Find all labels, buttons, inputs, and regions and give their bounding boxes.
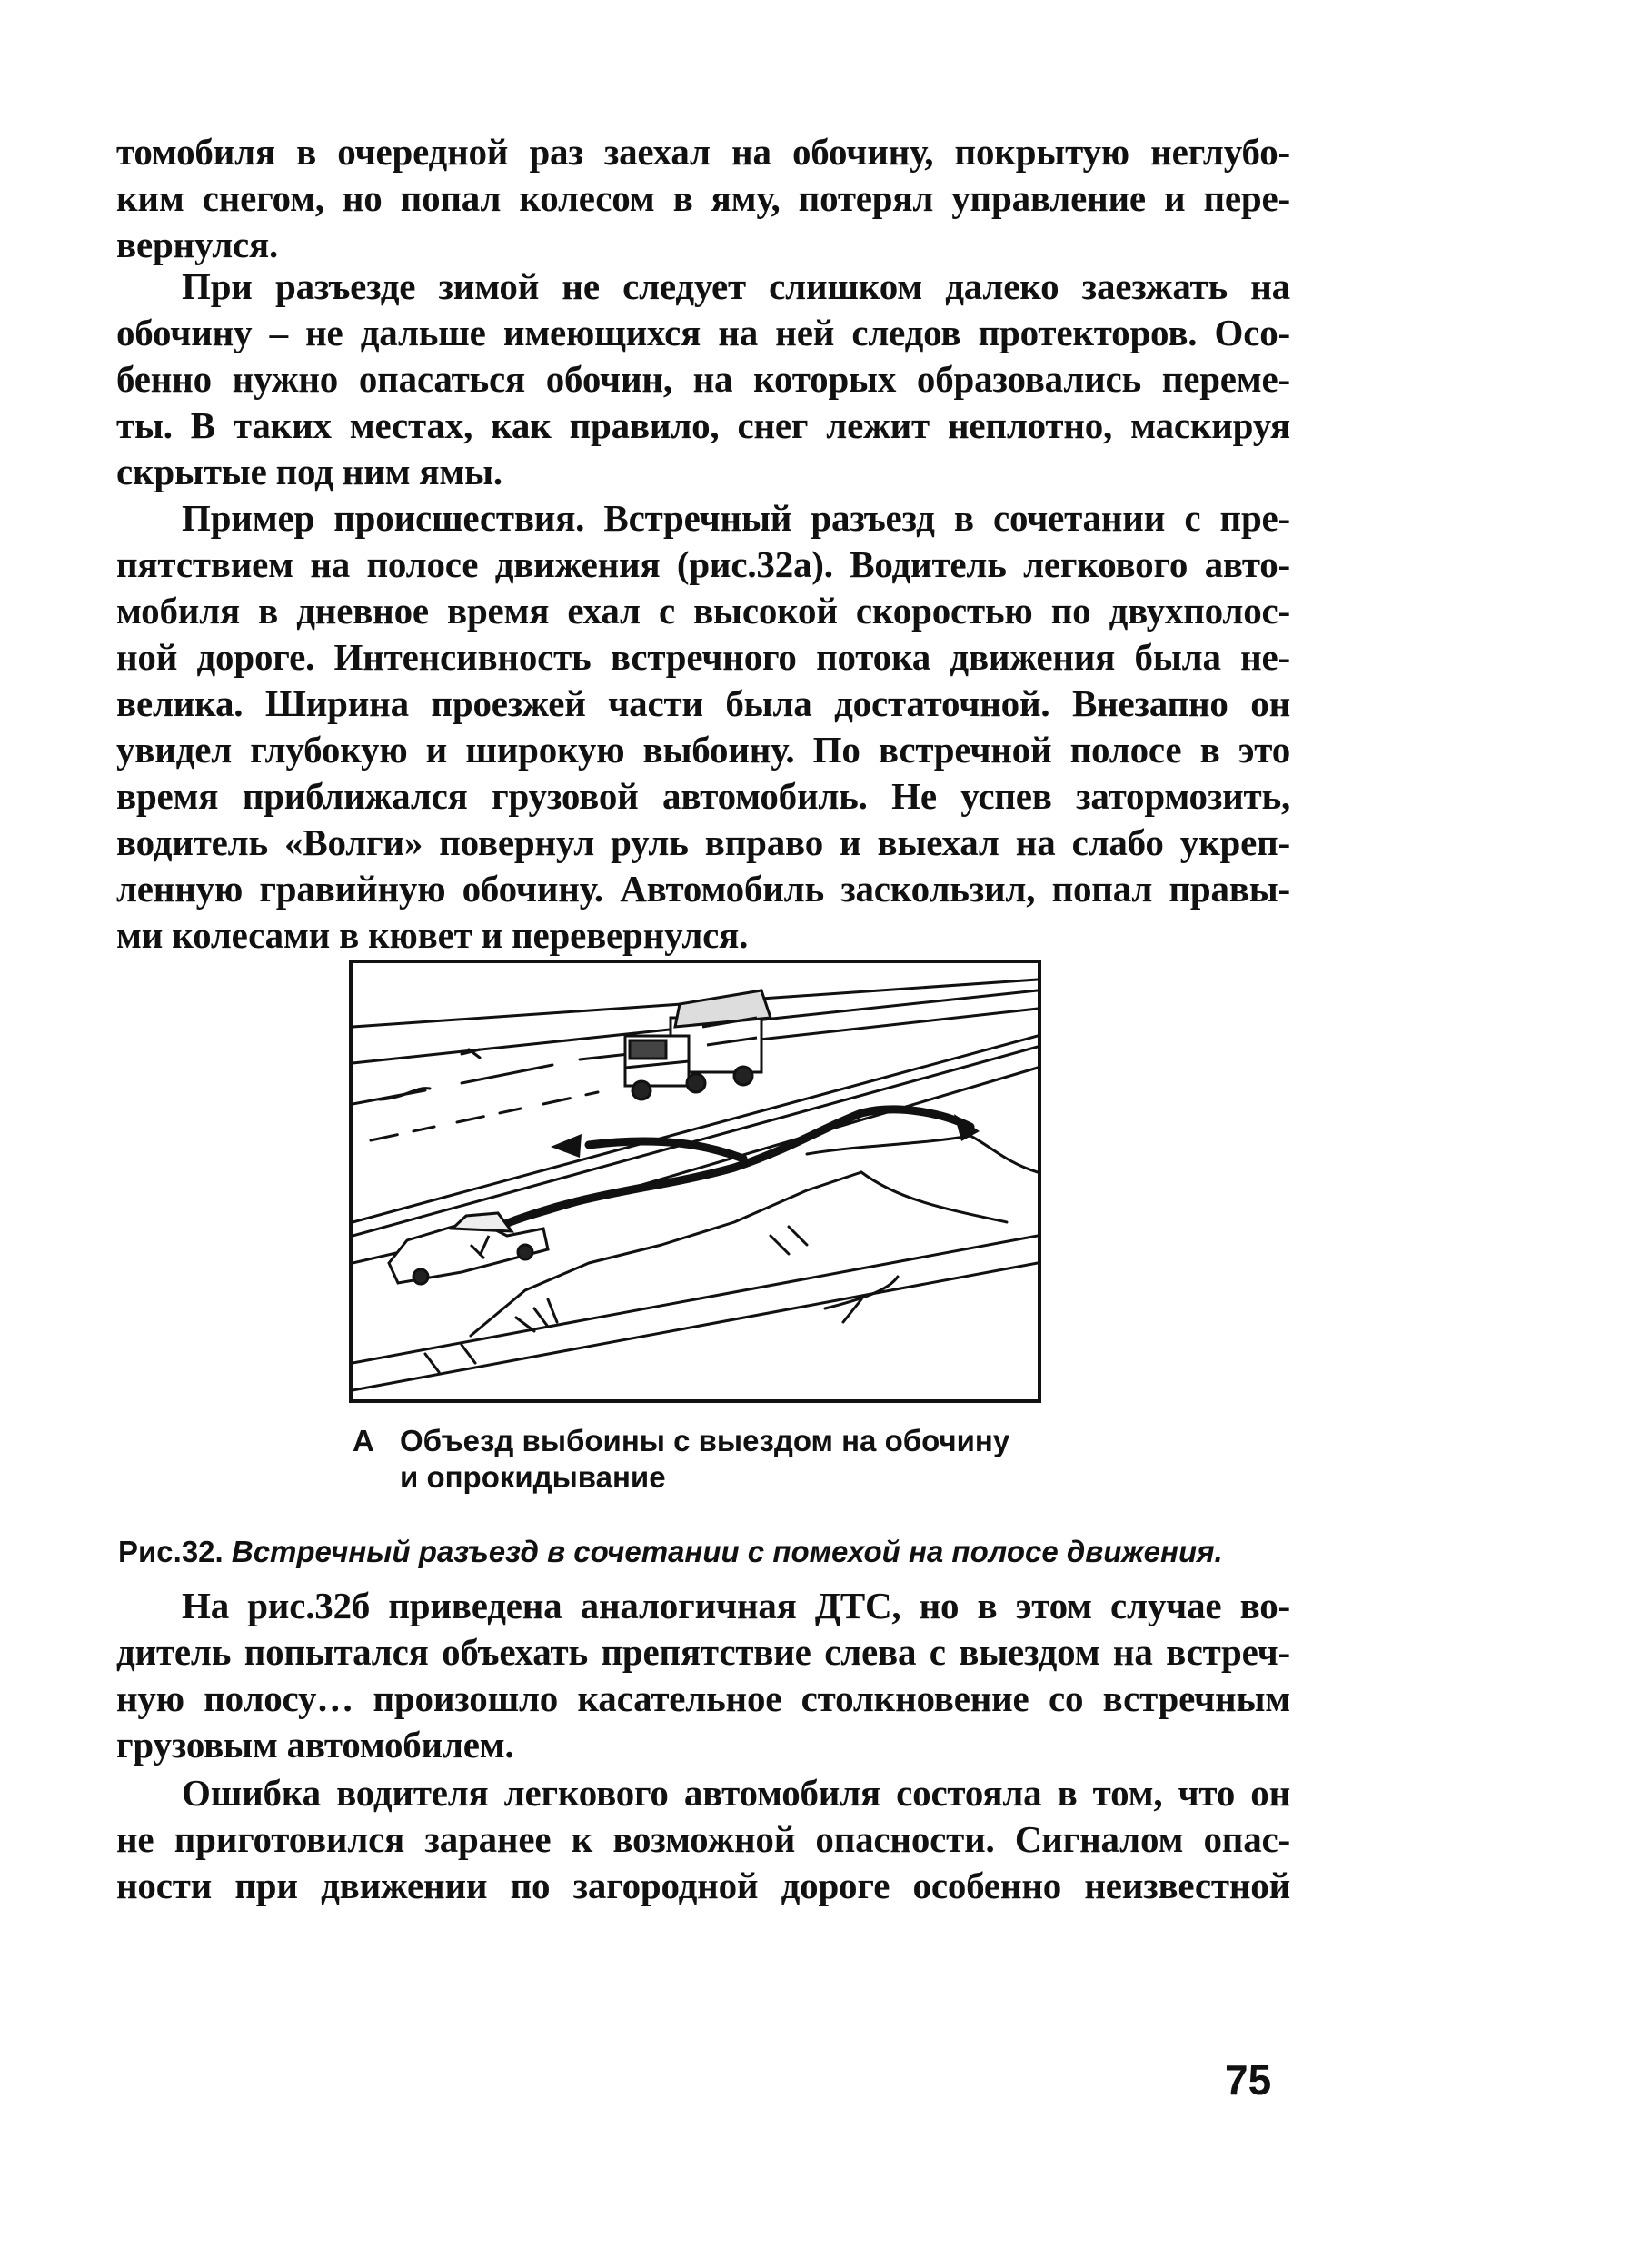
text-line: водитель «Волги» повернул руль вправо и выехал на слабо укреп- [116, 821, 1290, 863]
text-line: На рис.32б приведена аналогичная ДТС, но в этом случае во- [182, 1585, 1290, 1626]
text-line: ной дороге. Интенсивность встречного потока движения была не- [116, 636, 1290, 678]
text-line: ности при движении по загородной дороге особенно неизвестной [116, 1865, 1290, 1906]
road-drawing [353, 963, 1038, 1399]
figure-caption [118, 1534, 1299, 1570]
road-illustration [349, 960, 1041, 1403]
page-number: 75 [1225, 2056, 1272, 2104]
figure-caption-text: Встречный разъезд в сочетании с помехой на полосе движения. [223, 1535, 1223, 1568]
paragraph-4 [116, 1583, 1290, 1768]
text-line: дитель попытался объехать препятствие слева с выездом на встреч- [116, 1631, 1290, 1673]
paragraph-3 [116, 495, 1290, 959]
subfigure-letter: А [353, 1424, 374, 1457]
subcaption-line-2: и опрокидывание [400, 1460, 666, 1494]
paragraph-2 [116, 264, 1290, 495]
text-line: ную полосу… произошло касательное столкновение со встречным [116, 1677, 1290, 1719]
text-line: При разъезде зимой не следует слишком далеко заезжать на [182, 265, 1290, 307]
paragraph-1 [116, 129, 1290, 268]
text-line: вернулся. [116, 224, 279, 265]
text-line: время приближался грузовой автомобиль. Не успев затормозить, [116, 775, 1290, 817]
text-line: Пример происшествия. Встречный разъезд в сочетании с пре- [182, 497, 1290, 539]
text-line: увидел глубокую и широкую выбоину. По встречной полосе в это [116, 729, 1290, 771]
text-line: грузовым автомобилем. [116, 1724, 514, 1766]
subcaption-line-1: Объезд выбоины с выездом на обочину [400, 1424, 1010, 1457]
text-line: не приготовился заранее к возможной опасности. Сигналом опас- [116, 1818, 1290, 1860]
text-line: бенно нужно опасаться обочин, на которых образовались переме- [116, 358, 1290, 400]
text-line: ты. В таких местах, как правило, снег лежит неплотно, маскируя [116, 404, 1290, 446]
text-line: скрытые под ним ямы. [116, 451, 502, 492]
text-line: мобиля в дневное время ехал с высокой скоростью по двухполос- [116, 590, 1290, 632]
paragraph-5 [116, 1770, 1290, 1909]
text-line: ми колесами в кювет и перевернулся. [116, 914, 749, 956]
text-line: обочину – не дальше имеющихся на ней следов протекторов. Осо- [116, 312, 1290, 353]
car-icon [389, 1213, 548, 1284]
text-line: Ошибка водителя легкового автомобиля состояла в том, что он [182, 1772, 1290, 1814]
figure-subcaption [353, 1423, 1009, 1496]
text-line: ким снегом, но попал колесом в яму, потерял управление и пере- [116, 177, 1290, 219]
text-line: томобиля в очередной раз заехал на обочину, покрытую неглубо- [116, 131, 1290, 173]
text-line: пятствием на полосе движения (рис.32а). Водитель легкового авто- [116, 543, 1290, 585]
text-line: велика. Ширина проезжей части была достаточной. Внезапно он [116, 682, 1290, 724]
figure-number: Рис.32. [118, 1535, 224, 1568]
text-line: ленную гравийную обочину. Автомобиль заскользил, попал правы- [116, 868, 1290, 910]
